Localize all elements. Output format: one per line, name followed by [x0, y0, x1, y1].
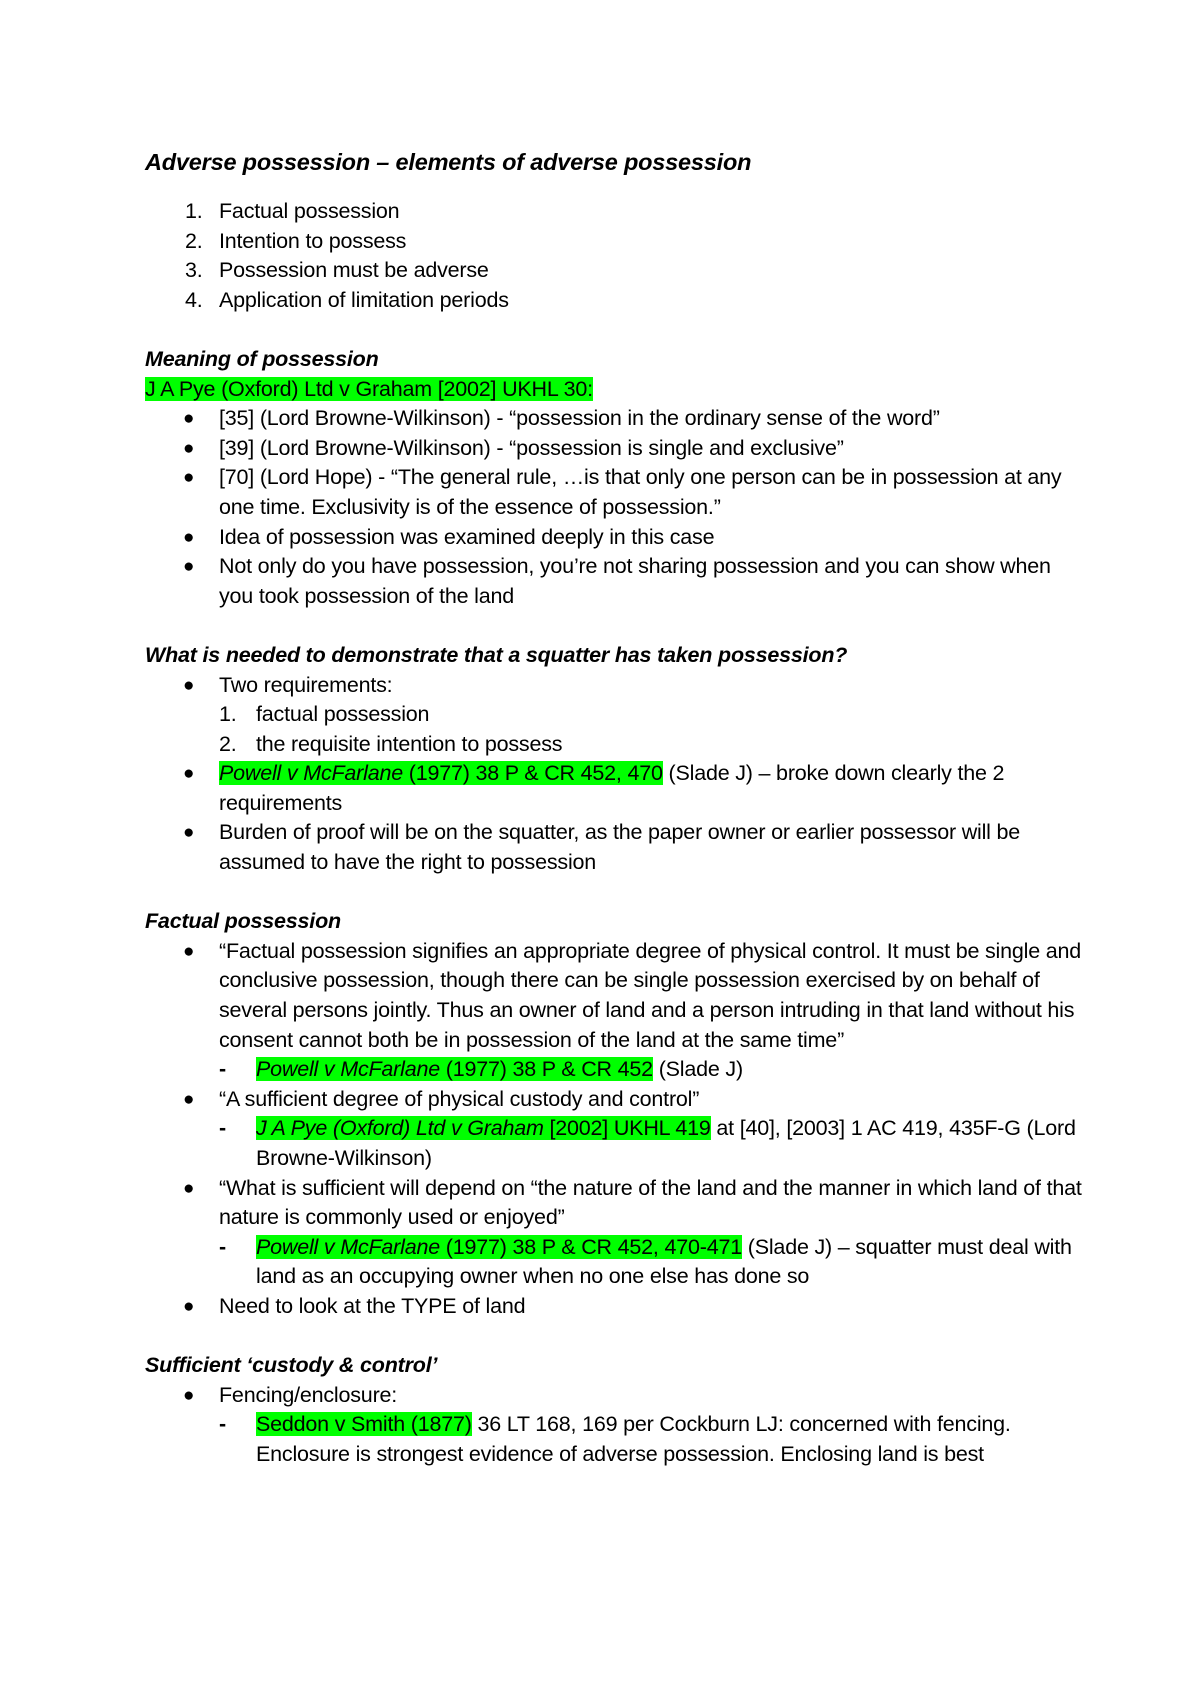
list-item: ● Idea of possession was examined deeply in this case [183, 524, 715, 549]
section-heading-meaning: Meaning of possession [145, 346, 379, 371]
list-item: ● Burden of proof will be on the squatter, as the paper owner or earlier possessor will be assumed to have the right to possession [183, 820, 1021, 875]
list-item: ● [70] (Lord Hope) - “The general rule, …is that only one person can be in possession at any one time. Exclusivity is of the essence of possession.” [183, 465, 1062, 519]
highlighted-case: Seddon v Smith (1877) [256, 1412, 472, 1437]
section-heading-factual: Factual possession [145, 909, 341, 934]
list-item: ● Need to look at the TYPE of land [183, 1293, 526, 1318]
page-title: Adverse possession – elements of adverse possession [145, 149, 752, 175]
list-item: 4. Application of limitation periods [185, 287, 509, 312]
list-item: ● Fencing/enclosure: - Seddon v Smith (1877) 36 LT 168, 169 per Cockburn LJ: concerned with fencing. Enclosure is strongest evidence of adverse possession. Enclosing land is best [145, 1381, 1085, 1470]
custody-bullets [145, 1381, 1085, 1470]
list-item: 1. factual possession [219, 702, 430, 727]
meaning-bullets [145, 404, 1085, 611]
elements-list [145, 197, 1085, 315]
document-body [145, 146, 1085, 1470]
highlighted-case: Powell v McFarlane (1977) 38 P & CR 452, 470 [219, 761, 663, 786]
list-item: ● [35] (Lord Browne-Wilkinson) - “possession in the ordinary sense of the word” [183, 406, 940, 431]
list-item: 2. Intention to possess [185, 228, 407, 253]
list-item: - Seddon v Smith (1877) 36 LT 168, 169 per Cockburn LJ: concerned with fencing. Enclosure is strongest evidence of adverse possession. Enclosing land is best [219, 1412, 1011, 1466]
highlighted-case: Powell v McFarlane (1977) 38 P & CR 452, 470-471 [256, 1234, 742, 1259]
list-item: ● Two requirements: 1. factual possession 2. the requisite intention to possess [145, 671, 1085, 760]
case-citation [145, 375, 1085, 405]
requirements-list [219, 700, 1085, 759]
list-item: ● “What is sufficient will depend on “the nature of the land and the manner in which land of that nature is commonly used or enjoyed” - Powell v McFarlane (1977) 38 P & CR 452, 470-471 (Slade J) – squatter must deal with land as an occupying owner when no one else has done so [145, 1174, 1085, 1292]
needed-bullets [145, 671, 1085, 878]
list-item: ● Not only do you have possession, you’re not sharing possession and you can show when you took possession of the land [183, 554, 1051, 608]
section-heading-custody: Sufficient ‘custody & control’ [145, 1353, 438, 1378]
list-item: - J A Pye (Oxford) Ltd v Graham [2002] UKHL 419 at [40], [2003] 1 AC 419, 435F-G (Lord Browne-Wilkinson) [219, 1116, 1076, 1170]
list-item: 3. Possession must be adverse [185, 258, 489, 283]
list-item: 1. Factual possession [185, 199, 400, 223]
list-item: ● “Factual possession signifies an appropriate degree of physical control. It must be single and conclusive possession, though there can be single possession exercised by on behalf of several persons jointly. Thus an owner of land and a person intruding in that land without his consent cannot both be in possession of the land at the same time” - Powell v McFarlane (1977) 38 P & CR 452 (Slade J) [145, 937, 1085, 1085]
list-item: ● Powell v McFarlane (1977) 38 P & CR 452, 470 (Slade J) – broke down clearly the 2 requirements [183, 761, 1005, 815]
list-item: ● “A sufficient degree of physical custody and control” - J A Pye (Oxford) Ltd v Graham [2002] UKHL 419 at [40], [2003] 1 AC 419, 435F-G (Lord Browne-Wilkinson) [145, 1085, 1085, 1174]
list-item: 2. the requisite intention to possess [219, 731, 563, 756]
section-heading-needed: What is needed to demonstrate that a squatter has taken possession? [145, 642, 848, 667]
highlighted-case: Powell v McFarlane (1977) 38 P & CR 452 [256, 1057, 653, 1082]
highlighted-case: J A Pye (Oxford) Ltd v Graham [2002] UKHL 419 [256, 1116, 711, 1141]
list-item: ● [39] (Lord Browne-Wilkinson) - “possession is single and exclusive” [183, 435, 844, 460]
highlighted-case: J A Pye (Oxford) Ltd v Graham [2002] UKHL 30: [145, 376, 593, 401]
list-item: - Powell v McFarlane (1977) 38 P & CR 452, 470-471 (Slade J) – squatter must deal with land as an occupying owner when no one else has done so [219, 1234, 1072, 1289]
factual-bullets [145, 937, 1085, 1322]
list-item: - Powell v McFarlane (1977) 38 P & CR 452 (Slade J) [219, 1057, 743, 1082]
